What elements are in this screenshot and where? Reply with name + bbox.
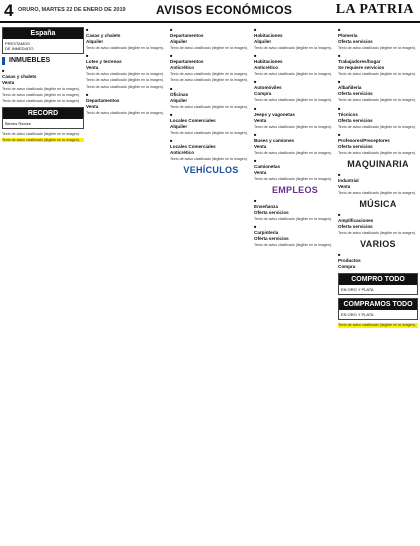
category-inmuebles: INMUEBLES	[2, 57, 84, 65]
classified-ad: Texto de aviso clasificado (ilegible en la imagen).	[170, 46, 248, 50]
subcat-carpinteria-servicios: ■ Carpintería Oferta servicios	[254, 224, 336, 242]
subcat-lotes-venta: ■ Lotes y terrenos Venta	[86, 53, 168, 71]
subcat-deptos-anticretico: ■ Departamentos Anticrético	[170, 53, 252, 71]
subcat-trabajadores-hogar: ■ Trabajadores/hogar Se requiere servicios	[338, 53, 418, 71]
subcat-buses-venta: ■ Buses y camiones Venta	[254, 132, 336, 150]
classified-ad: Texto de aviso clasificado (ilegible en la imagen).	[254, 217, 332, 222]
ad-compramos-todo-header: COMPRAMOS TODO	[339, 299, 417, 310]
subcat-casas-alquiler: ■ Casas y chalets Alquiler	[86, 27, 168, 45]
classified-ad: Texto de aviso clasificado (ilegible en la imagen).	[86, 72, 164, 77]
classified-ad: Texto de aviso clasificado (ilegible en la imagen).	[170, 72, 248, 77]
ad-compramos-todo	[338, 298, 418, 320]
classified-ad: Texto de aviso clasificado (ilegible en la imagen).	[86, 78, 164, 83]
column-1	[2, 24, 84, 542]
page-header	[0, 0, 420, 22]
section-maquinaria: MAQUINARIA	[347, 159, 409, 170]
subcat-deptos-venta: ■ Departamentos Venta	[86, 92, 168, 110]
section-musica: MÚSICA	[359, 199, 397, 210]
ad-record-title: RECORD	[3, 108, 83, 119]
classified-ad-highlight: Texto de aviso clasificado (ilegible en la imagen).	[2, 138, 84, 142]
subcat-deptos-alquiler: ■ Departamentos Alquiler	[170, 27, 252, 45]
classified-ad: Texto de aviso clasificado (ilegible en la imagen).	[338, 150, 416, 155]
classified-ad: Texto de aviso clasificado (ilegible en la imagen).	[86, 110, 164, 115]
page-number: 4	[4, 1, 14, 20]
classified-ad: Texto de aviso clasificado (ilegible en la imagen).	[170, 157, 248, 162]
classified-ad: Texto de aviso clasificado (ilegible en la imagen).	[170, 104, 248, 109]
section-varios: VARIOS	[360, 239, 396, 250]
header-rule	[0, 21, 420, 23]
subcat-amplificaciones: ■ Amplificaciones Oferta servicios	[338, 212, 418, 230]
classified-ad: Texto de aviso clasificado (ilegible en la imagen).	[338, 191, 416, 196]
classified-ad: Texto de aviso clasificado (ilegible en la imagen).	[86, 46, 164, 50]
ad-compro-todo	[338, 273, 418, 295]
page-date: ORURO, MARTES 22 DE ENERO DE 2019	[18, 7, 126, 13]
classified-ad-highlight: Texto de aviso clasificado (ilegible en la imagen).	[338, 323, 418, 327]
subcat-casas-venta: ■ Casas y chalets Venta	[2, 68, 84, 86]
ad-prestamos	[2, 27, 84, 54]
subcat-habitaciones-anticretico: ■ Habitaciones Anticrético	[254, 53, 336, 71]
classified-ad: Texto de aviso clasificado (ilegible en la imagen).	[254, 72, 332, 77]
subcat-profesores-servicios: ■ Profesores/Preceptores Oferta servicios	[338, 132, 418, 150]
subcat-tecnicos-servicios: ■ Técnicos Oferta servicios	[338, 106, 418, 124]
classified-ad: Texto de aviso clasificado (ilegible en la imagen).	[254, 124, 332, 129]
subcat-automoviles-compra: ■ Automóviles Compra	[254, 79, 336, 97]
classified-ad: Texto de aviso clasificado (ilegible en la imagen).	[2, 87, 80, 91]
classified-ad: Texto de aviso clasificado (ilegible en la imagen).	[338, 72, 416, 77]
column-4	[254, 24, 336, 542]
classified-ad: Texto de aviso clasificado (ilegible en la imagen).	[338, 98, 416, 103]
classified-ad: Texto de aviso clasificado (ilegible en la imagen).	[2, 93, 80, 98]
column-3	[170, 24, 252, 542]
classified-ad: Texto de aviso clasificado (ilegible en la imagen).	[170, 78, 248, 83]
classified-ad: Texto de aviso clasificado (ilegible en la imagen).	[254, 98, 332, 103]
classified-ad: Texto de aviso clasificado (ilegible en la imagen).	[254, 177, 332, 182]
classified-ad: Texto de aviso clasificado (ilegible en la imagen).	[254, 243, 332, 248]
ad-prestamos-body: PRESTAMOS DE INMEDIATO	[5, 41, 34, 51]
ad-compramos-todo-sub: EN ORO Y PLATA	[341, 312, 374, 318]
subcat-habitaciones-alquiler: ■ Habitaciones Alquiler	[254, 27, 336, 45]
column-2	[86, 24, 168, 542]
subcat-albanileria-servicios: ■ Albañilería Oferta servicios	[338, 79, 418, 97]
ad-compro-todo-header: COMPRO TODO	[339, 274, 417, 285]
classified-ad: Texto de aviso clasificado (ilegible en la imagen).	[254, 46, 332, 50]
ad-record	[2, 107, 84, 129]
ad-compro-todo-sub: EN ORO Y PLATA	[341, 287, 374, 293]
classified-ad: Texto de aviso clasificado (ilegible en la imagen).	[338, 46, 416, 50]
subcat-locales-alquiler: ■ Locales Comerciales Alquiler	[170, 112, 252, 130]
classified-ad: Texto de aviso clasificado (ilegible en la imagen).	[338, 124, 416, 129]
ad-record-sub: Bienes Raíces	[5, 120, 31, 126]
section-empleos: EMPLEOS	[271, 185, 319, 196]
section-vehiculos: VEHÍCULOS	[183, 165, 239, 176]
column-5	[338, 24, 418, 542]
classified-ad: Texto de aviso clasificado (ilegible en la imagen).	[170, 130, 248, 135]
subcat-camionetas-venta: ■ Camionetas Venta	[254, 158, 336, 176]
subcat-ensenanza-servicios: ■ Enseñanza Oferta servicios	[254, 198, 336, 216]
subcat-locales-anticretico: ■ Locales Comerciales Anticrético	[170, 138, 252, 156]
section-title: AVISOS ECONÓMICOS	[156, 3, 293, 17]
subcat-oficinas-alquiler: ■ Oficinas Alquiler	[170, 86, 252, 104]
classified-ad: Texto de aviso clasificado (ilegible en la imagen).	[86, 84, 164, 89]
classified-ad: Texto de aviso clasificado (ilegible en la imagen).	[2, 131, 80, 136]
classified-ad: Texto de aviso clasificado (ilegible en la imagen).	[338, 231, 416, 236]
subcat-jeeps-venta: ■ Jeeps y vagonetas Venta	[254, 106, 336, 124]
newspaper-brand: LA PATRIA	[335, 2, 414, 17]
subcat-plomeria-servicios: ■ Plomería Oferta servicios	[338, 27, 418, 45]
classified-ad: Texto de aviso clasificado (ilegible en la imagen).	[254, 150, 332, 155]
ad-prestamos-brand: España	[3, 28, 83, 39]
classified-ad: Texto de aviso clasificado (ilegible en la imagen).	[2, 99, 80, 104]
subcat-industrial-venta: ■ Industrial Venta	[338, 172, 418, 190]
subcat-productos-compra: ■ Productos Compra	[338, 252, 418, 270]
